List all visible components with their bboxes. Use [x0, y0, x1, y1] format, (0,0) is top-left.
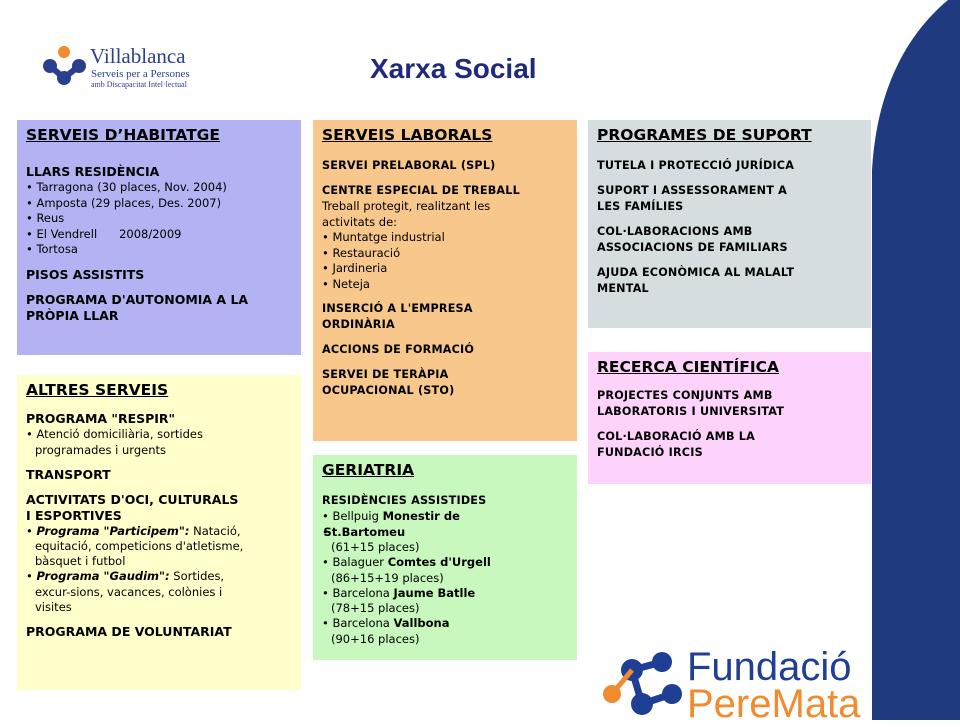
city: Barcelona: [332, 585, 390, 600]
list-item: • Amposta (29 places, Des. 2007): [26, 196, 293, 212]
list-item: [322, 555, 569, 571]
programa-title: PROGRAMA D'AUTONOMIA A LA: [26, 291, 249, 307]
activitats-title: ACTIVITATS D'OCI, CULTURALS: [26, 491, 239, 507]
list-item: • Jardineria: [322, 261, 569, 277]
logo-line-1: Fundació: [687, 645, 852, 689]
villablanca-logo: [42, 42, 202, 92]
list-item: [322, 616, 569, 632]
logo-subtitle: Serveis per a Persones: [91, 68, 190, 80]
formacio-title: ACCIONS DE FORMACIÓ: [322, 343, 475, 356]
suport-heading: PROGRAMES DE SUPORT: [597, 126, 812, 144]
list-item-cont: equitació, competicions d'atletisme,: [35, 539, 244, 553]
col-title-2: ASSOCIACIONS DE FAMILIARS: [597, 241, 788, 254]
list-item: [26, 524, 293, 540]
list-item-cont: excur-sions, vacances, colònies i: [35, 584, 223, 599]
residence-name: Monestir de: [382, 509, 460, 523]
cet-text: Treball protegit, realitzant les: [322, 199, 491, 213]
respir-title: PROGRAMA "RESPIR": [26, 411, 176, 426]
habitatge-box: [17, 120, 301, 355]
altres-heading: ALTRES SERVEIS: [26, 381, 169, 399]
logo-subtitle-2: amb Discapacitat Intel·lectual: [91, 80, 187, 89]
col-title: COL·LABORACIONS AMB: [597, 225, 753, 238]
list-item: • Neteja: [322, 277, 569, 293]
tutela-title: TUTELA I PROTECCIÓ JURÍDICA: [597, 159, 795, 172]
col-title: COL·LABORACIÓ AMB LA: [597, 430, 755, 443]
list-item: [322, 509, 569, 525]
ajuda-title: AJUDA ECONÒMICA AL MALALT: [597, 266, 795, 279]
recerca-heading: RECERCA CIENTÍFICA: [597, 358, 779, 376]
pisos-title: PISOS ASSISTITS: [26, 266, 145, 282]
residence-name: Jaume Batlle: [393, 585, 476, 600]
city: Barcelona: [332, 616, 390, 630]
list-item: • Reus: [26, 211, 293, 227]
llars-title: LLARS RESIDÈNCIA: [26, 164, 160, 179]
insercio-title-2: ORDINÀRIA: [322, 318, 395, 331]
fundacio-mark-icon: [584, 648, 684, 720]
sto-title: SERVEI DE TERÀPIA: [322, 368, 449, 381]
city: Balaguer: [332, 555, 385, 569]
transport-title: TRANSPORT: [26, 466, 111, 482]
participem-label: Programa "Participem":: [36, 523, 190, 538]
places: (90+16 places): [331, 631, 420, 646]
page-title: Xarxa Social: [370, 53, 537, 84]
geriatria-heading: GERIATRIA: [322, 461, 415, 479]
city: Bellpuig: [332, 509, 379, 523]
fundacio-logo: [584, 645, 861, 726]
insercio-title: INSERCIÓ A L'EMPRESA: [322, 302, 473, 315]
projectes-title: PROJECTES CONJUNTS AMB: [597, 389, 773, 402]
list-item: • Restauració: [322, 246, 569, 262]
cet-title: CENTRE ESPECIAL DE TREBALL: [322, 184, 520, 197]
assessorament-title-2: LES FAMÍLIES: [597, 200, 684, 213]
col-title-2: FUNDACIÓ IRCIS: [597, 446, 703, 459]
list-item: • Atenció domiciliària, sortides: [26, 427, 293, 443]
list-item: • Muntatge industrial: [322, 230, 569, 246]
list-item-cont: [322, 525, 569, 541]
activitats-title-2: I ESPORTIVES: [26, 507, 122, 523]
spl-title: SERVEI PRELABORAL (SPL): [322, 159, 496, 172]
residence-name: Vallbona: [393, 616, 450, 630]
participem-text: Natació,: [189, 523, 241, 538]
geriatria-box: [313, 455, 577, 660]
list-item-cont: visites: [35, 599, 72, 614]
list-item: • Tortosa: [26, 242, 293, 258]
logo-name: Villablanca: [90, 44, 186, 68]
residencies-title: RESIDÈNCIES ASSISTIDES: [322, 494, 487, 507]
suport-box: [588, 120, 871, 328]
list-item-cont: programades i urgents: [35, 442, 166, 457]
places: (61+15 places): [331, 540, 420, 554]
residence-name-2: St.Bartomeu: [323, 524, 406, 539]
residence-name: Comtes d'Urgell: [387, 555, 491, 569]
logo-mark-icon: [42, 42, 90, 90]
places: (78+15 places): [331, 601, 420, 615]
sto-title-2: OCUPACIONAL (STO): [322, 384, 455, 397]
habitatge-heading: SERVEIS D’HABITATGE: [26, 126, 220, 144]
ajuda-title-2: MENTAL: [597, 282, 649, 295]
cet-text-2: activitats de:: [322, 214, 398, 229]
list-item: • El Vendrell 2008/2009: [26, 227, 293, 243]
list-item: [26, 569, 293, 585]
gaudim-text: Sortides,: [169, 569, 225, 583]
gaudim-label: Programa "Gaudim":: [36, 569, 170, 583]
list-item: • Tarragona (30 places, Nov. 2004): [26, 180, 293, 196]
projectes-title-2: LABORATORIS I UNIVERSITAT: [597, 405, 785, 418]
laborals-heading: SERVEIS LABORALS: [322, 126, 493, 144]
programa-title-2: PRÒPIA LLAR: [26, 307, 119, 323]
list-item-cont: bàsquet i futbol: [35, 554, 126, 568]
recerca-box: [588, 352, 871, 484]
places: (86+15+19 places): [331, 570, 444, 585]
laborals-box: [313, 120, 577, 441]
logo-line-2: PereMata: [687, 682, 861, 726]
voluntariat-title: PROGRAMA DE VOLUNTARIAT: [26, 623, 232, 639]
altres-box: [17, 375, 301, 690]
list-item: [322, 586, 569, 602]
assessorament-title: SUPORT I ASSESSORAMENT A: [597, 184, 787, 197]
